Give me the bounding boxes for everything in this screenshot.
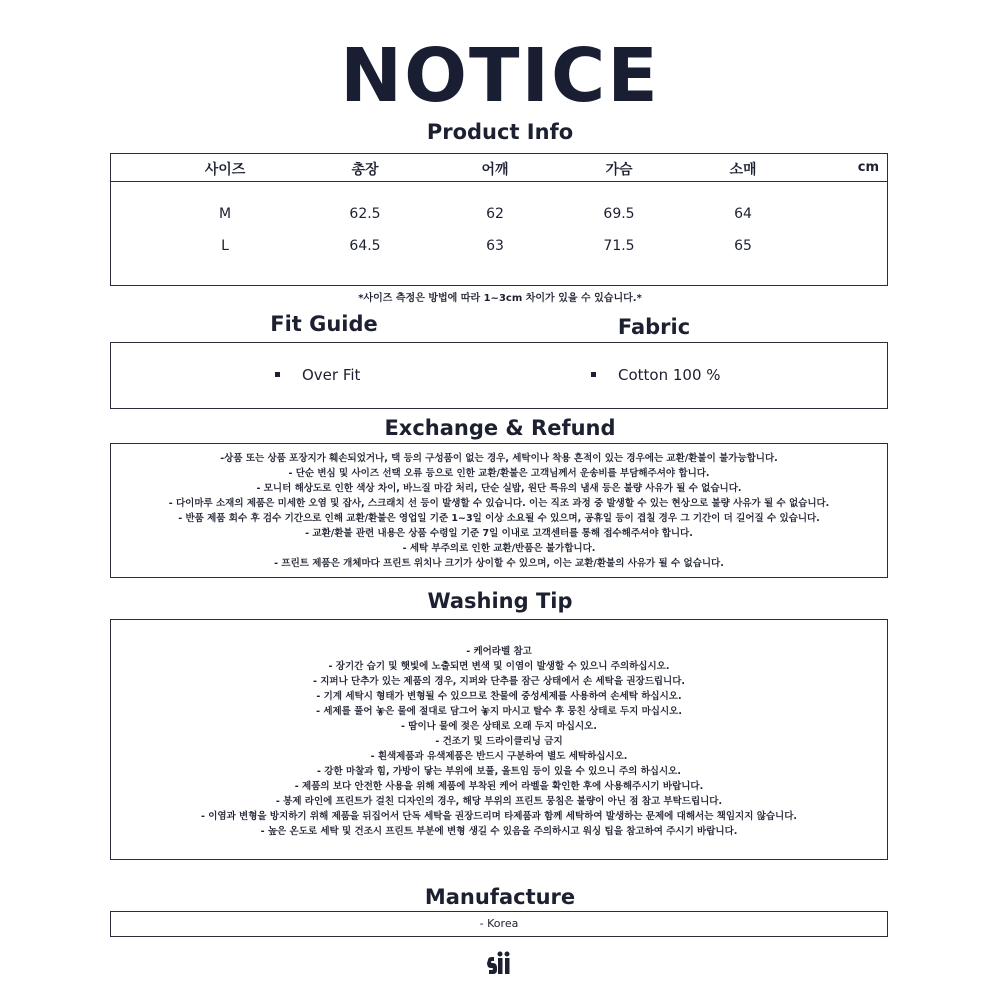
fabric-item [591,365,721,385]
table-cell: 71.5 [603,238,635,254]
col-header-sleeve: 소매 [729,162,757,178]
washing-line: - 흰색제품과 유색제품은 반드시 구분하여 별도 세탁하십시오. [370,751,628,762]
col-header-size: 사이즈 [204,162,246,178]
washing-line: - 강한 마찰과 힘, 가방이 닿는 부위에 보풀, 올트임 등이 있을 수 있으니 주의 하십시오. [317,766,681,777]
fit-guide-heading: Fit Guide [270,312,378,336]
bullet-icon [275,372,280,377]
exchange-line: - 교환/환불 관련 내용은 상품 수령일 기준 7일 이내로 고객센터를 통해 접수해주셔야 합니다. [305,528,693,539]
fit-guide-item [275,365,360,385]
fabric-value: Cotton 100 % [618,366,721,384]
washing-lines [111,620,887,839]
manufacture-value: - Korea [479,917,519,930]
exchange-line: -상품 또는 상품 포장지가 훼손되었거나, 택 등의 구성품이 없는 경우, 세탁이나 착용 흔적이 있는 경우에는 교환/환불이 불가능합니다. [220,453,778,464]
washing-line: - 이염과 변형을 방지하기 위해 제품을 뒤집어서 단독 세탁을 권장드리며 타제품과 함께 세탁하여 발생하는 문제에 대해서는 책임지지 않습니다. [200,811,798,822]
washing-line: - 봉제 라인에 프린트가 걸친 디자인의 경우, 해당 부위의 프린트 뭉침은 불량이 아닌 점 참고 부탁드립니다. [275,796,723,807]
exchange-heading: Exchange & Refund [384,416,616,440]
exchange-line: - 세탁 부주의로 인한 교환/반품은 불가합니다. [402,543,596,554]
washing-line: - 세제를 풀어 놓은 물에 절대로 담그어 놓지 마시고 탈수 후 뭉친 상태로 두지 마십시오. [316,706,682,717]
bullet-icon [591,372,596,377]
table-cell: M [218,206,232,222]
washing-heading: Washing Tip [427,589,573,613]
manufacture-box [110,911,888,937]
brand-logo-icon [486,950,514,980]
table-cell: 65 [734,238,752,254]
fabric-heading: Fabric [617,315,691,339]
exchange-line: - 모니터 해상도로 인한 색상 차이, 바느질 마감 처리, 단순 실밥, 원단 특유의 냄새 등은 불량 사유가 될 수 없습니다. [256,483,742,494]
exchange-box [110,443,888,578]
washing-line: - 건조기 및 드라이클리닝 금지 [435,736,563,747]
size-note: *사이즈 측정은 방법에 따라 1~3cm 차이가 있을 수 있습니다.* [358,293,642,304]
table-cell: 62 [486,206,504,222]
manufacture-heading: Manufacture [424,885,576,909]
fit-guide-value: Over Fit [302,366,361,384]
washing-line: - 지퍼나 단추가 있는 제품의 경우, 지퍼와 단추를 잠근 상태에서 손 세탁을 권장드립니다. [312,676,686,687]
col-header-length: 총장 [351,162,379,178]
size-table-header [111,154,887,182]
exchange-line: - 단순 변심 및 사이즈 선택 오류 등으로 인한 교환/환불은 고객님께서 운송비를 부담해주셔야 합니다. [288,468,710,479]
table-cell: 62.5 [349,206,381,222]
washing-line: - 장기간 습기 및 햇빛에 노출되면 변색 및 이염이 발생할 수 있으니 주의하십시오. [328,661,670,672]
washing-box [110,619,888,860]
size-table [110,153,888,286]
unit-label: cm [857,160,879,175]
exchange-lines [111,444,887,571]
table-cell: 64.5 [349,238,381,254]
washing-line: - 제품의 보다 안전한 사용을 위해 제품에 부착된 케어 라벨을 확인한 후에 사용해주시기 바랍니다. [294,781,704,792]
washing-line: - 케어라벨 참고 [466,646,532,657]
brand-logo [476,950,524,986]
fit-fabric-box [110,342,888,409]
table-cell: 69.5 [603,206,635,222]
washing-line: - 높은 온도로 세탁 및 건조시 프린트 부분에 변형 생길 수 있음을 주의하시고 워싱 팁을 참고하여 주시기 바랍니다. [260,826,738,837]
product-info-heading: Product Info [426,120,574,144]
col-header-shoulder: 어깨 [481,162,509,178]
washing-line: - 기계 세탁시 형태가 변형될 수 있으므로 찬물에 중성세제를 사용하여 손세탁 하십시오. [316,691,682,702]
table-cell: L [221,238,229,254]
exchange-line: - 다이마루 소재의 제품은 미세한 오염 및 잡사, 스크래치 선 등이 발생할 수 있습니다. 이는 직조 과정 중 발생할 수 있는 현상으로 불량 사유가 될 수 없습니다. [168,498,830,509]
exchange-line: - 프린트 제품은 개체마다 프린트 위치나 크기가 상이할 수 있으며, 이는 교환/환불의 사유가 될 수 없습니다. [274,558,724,569]
page-title: NOTICE [340,33,660,119]
washing-line: - 땀이나 물에 젖은 상태로 오래 두지 마십시오. [401,721,597,732]
col-header-chest: 가슴 [605,162,633,178]
exchange-line: - 반품 제품 회수 후 검수 기간으로 인해 교환/환불은 영업일 기준 1~3일 이상 소요될 수 있으며, 공휴일 등이 겹칠 경우 그 기간이 더 길어질 수 있습니다. [178,513,820,524]
table-cell: 63 [486,238,504,254]
table-cell: 64 [734,206,752,222]
